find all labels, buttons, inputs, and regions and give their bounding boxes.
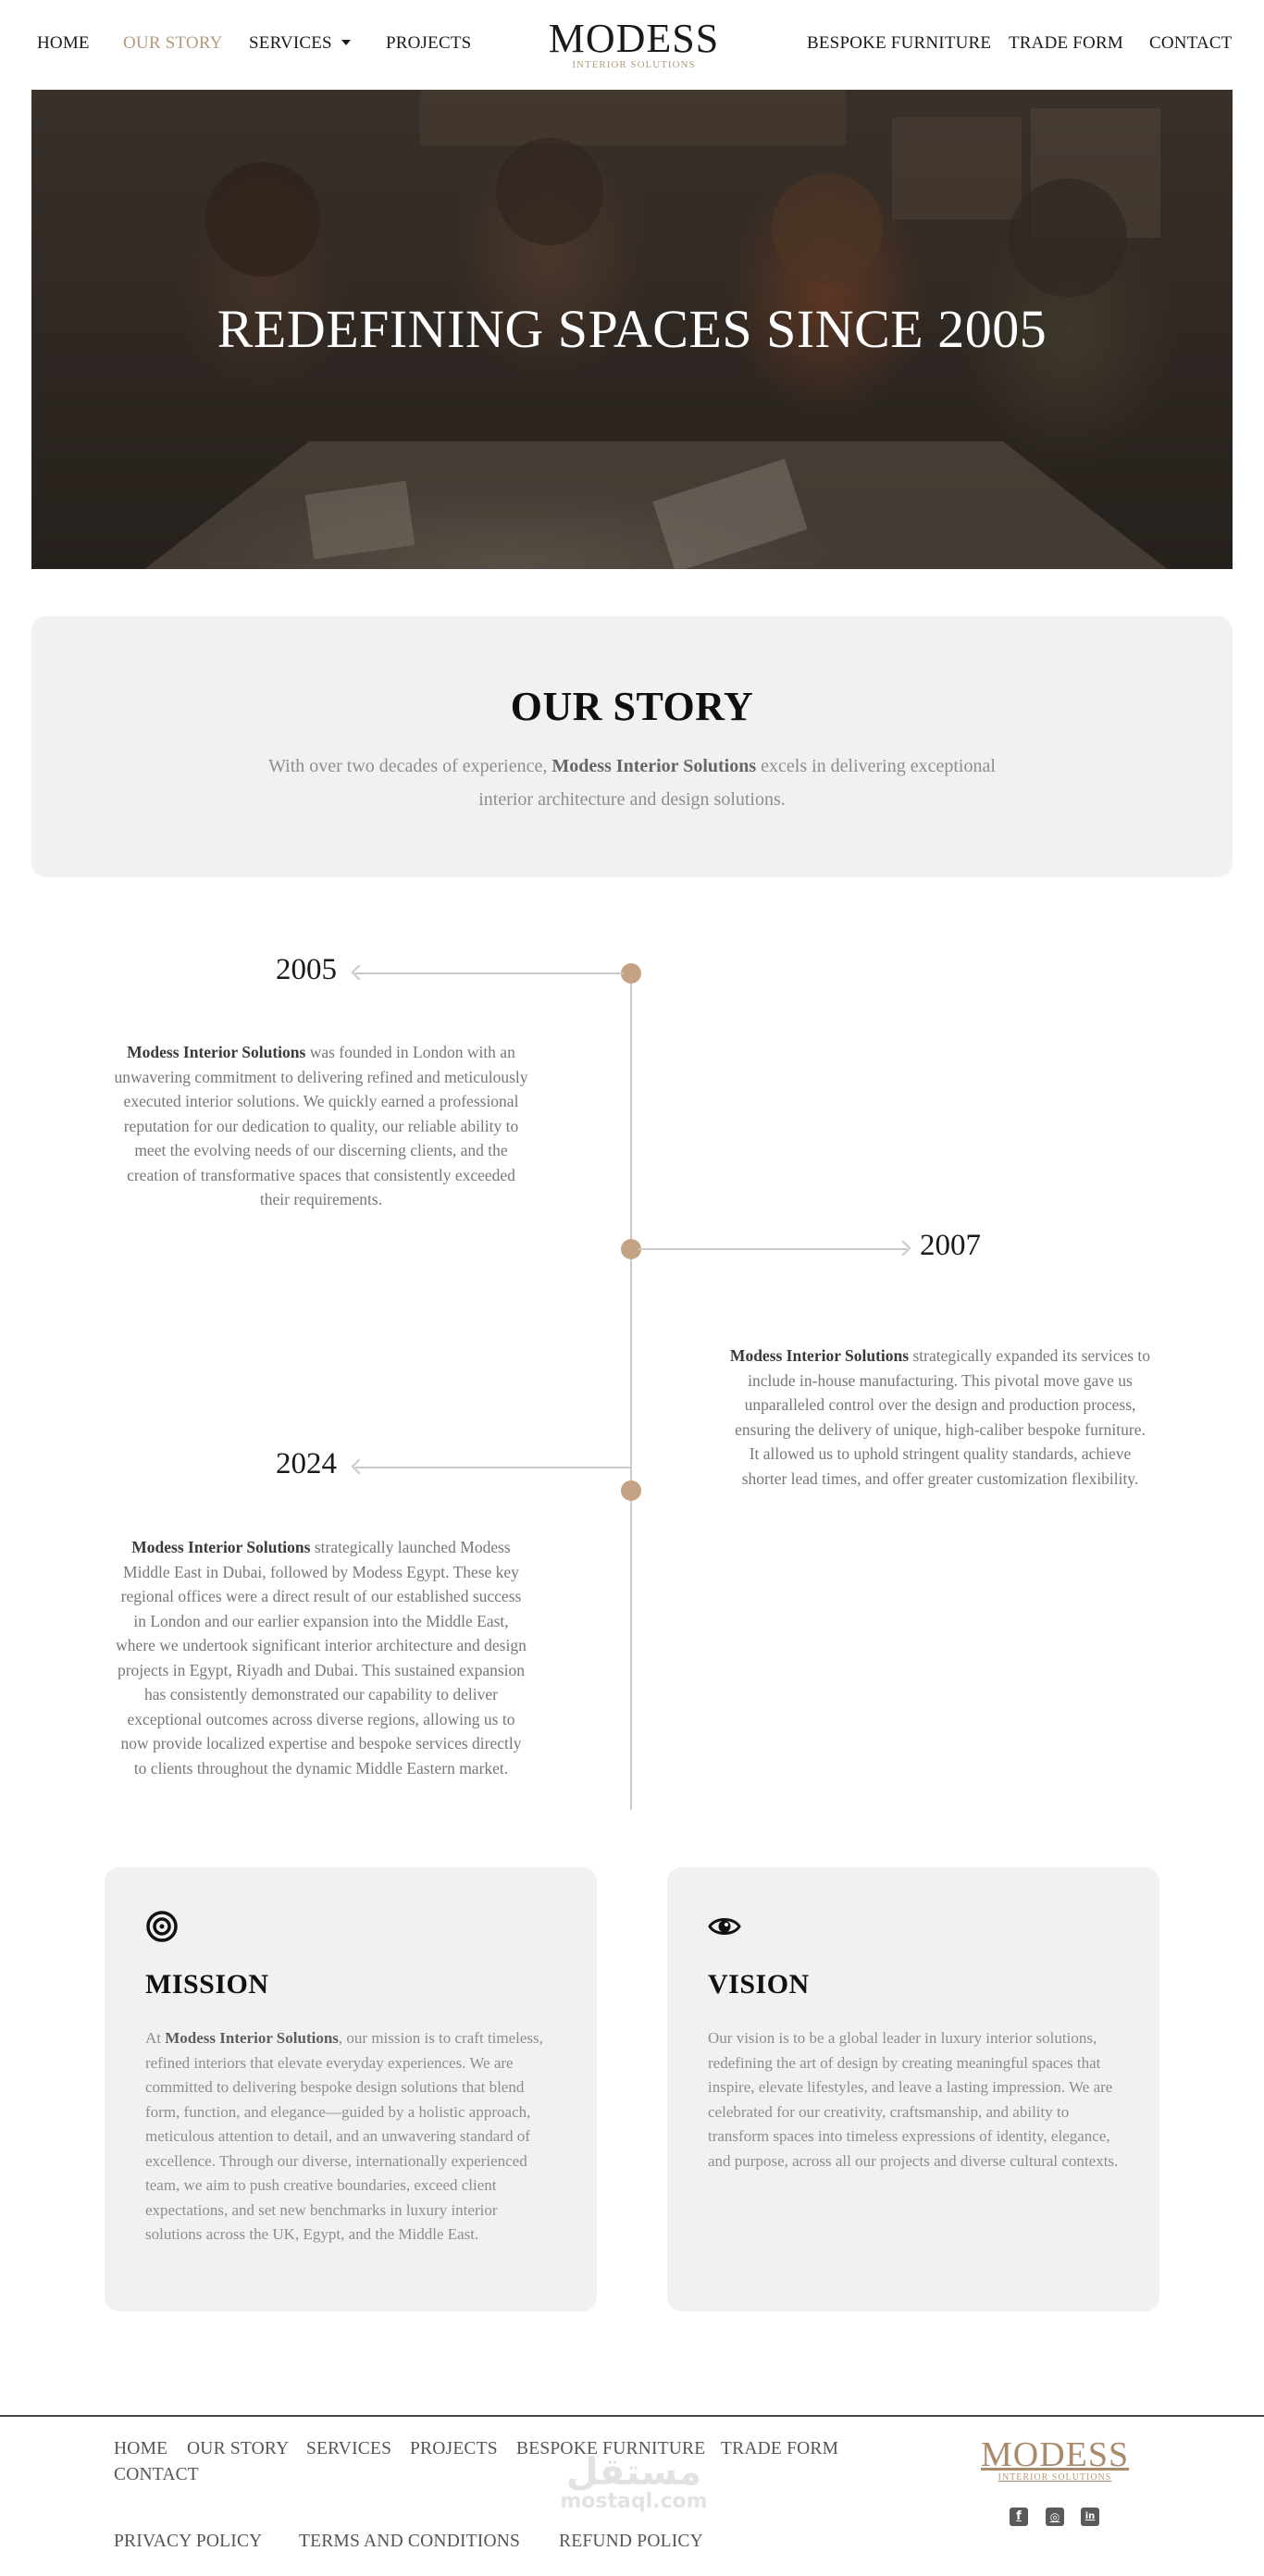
hero-banner: [31, 90, 1233, 569]
timeline-brand-2024: Modess Interior Solutions: [131, 1538, 311, 1556]
nav-our-story-link[interactable]: OUR STORY: [123, 33, 223, 53]
nav-services-menu[interactable]: [249, 33, 351, 54]
nav-home-link[interactable]: HOME: [37, 33, 90, 53]
hero-title: REDEFINING SPACES SINCE 2005: [217, 299, 1047, 359]
facebook-icon[interactable]: f: [1010, 2508, 1028, 2526]
our-story-heading: OUR STORY: [510, 684, 754, 729]
footer-privacy-policy-link[interactable]: PRIVACY POLICY: [114, 2532, 263, 2551]
nav-contact-link[interactable]: CONTACT: [1149, 33, 1233, 53]
watermark-latin: mostaql.com: [560, 2490, 708, 2513]
brand-logo[interactable]: [546, 16, 722, 70]
footer-link-contact[interactable]: CONTACT: [114, 2465, 199, 2484]
mission-text-body: , our mission is to craft timeless, refined interiors that elevate everyday experiences. We are committed to delivering bespoke design solutions that blend form, function, and elegance—guided by a holistic approach, meticulous attention to detail, and an unwavering standard of excellence. Through our diverse, internationally experienced team, we aim to push creative boundaries, exceed client expectations, and set new benchmarks in luxury interior solutions across the UK, Egypt, and the Middle East.: [145, 2029, 543, 2243]
intro-brand-name: Modess Interior Solutions: [551, 756, 757, 776]
timeline-arrow-2007: [638, 1248, 907, 1250]
timeline-text-2005: [113, 1040, 529, 1212]
nav-projects-link[interactable]: PROJECTS: [386, 33, 472, 53]
timeline-year-2005: 2005: [276, 953, 337, 986]
footer-logo-tagline: INTERIOR SOLUTIONS: [998, 2472, 1112, 2483]
mission-text-start: At: [145, 2029, 166, 2047]
timeline-arrow-2024: [355, 1467, 631, 1468]
timeline-arrow-2005: [355, 972, 624, 974]
mission-card: [105, 1867, 597, 2311]
footer-logo-wordmark: MODESS: [981, 2435, 1130, 2474]
timeline-axis: [630, 973, 632, 1810]
nav-trade-form-link[interactable]: TRADE FORM: [1009, 33, 1123, 53]
vision-card: [667, 1867, 1159, 2311]
intro-text-end: excels in delivering exceptional interior architecture and design solutions.: [478, 756, 996, 810]
timeline-body-2007: strategically expanded its services to include in-house manufacturing. This pivotal move gave us unparalleled control over the design and production process, ensuring the delivery of unique, high-caliber bespoke furniture. It allowed us to uphold stringent quality standards, achieve shorter lead times, and offer greater customization flexibility.: [735, 1346, 1151, 1488]
brand-logo-tagline: INTERIOR SOLUTIONS: [572, 59, 696, 70]
mission-brand-name: Modess Interior Solutions: [165, 2029, 339, 2047]
brand-logo-wordmark: MODESS: [548, 16, 720, 61]
timeline-text-2024: [113, 1535, 529, 1780]
timeline-dot-2024: [621, 1480, 641, 1501]
footer-divider: [0, 2415, 1264, 2417]
timeline-year-2007: 2007: [920, 1229, 981, 1262]
vision-heading: VISION: [708, 1969, 810, 2000]
vision-text: Our vision is to be a global leader in luxury interior solutions, redefining the art of design by creating meaningful spaces that inspire, elevate lifestyles, and leave a lasting impression. We are celebrated for our creativity, craftsmanship, and ability to transform spaces into timeless expressions of identity, elegance, and purpose, across all our projects and diverse cultural contexts.: [708, 2029, 1119, 2170]
mission-text: [145, 2026, 556, 2248]
our-story-intro: [244, 749, 1020, 816]
intro-text-start: With over two decades of experience,: [268, 756, 552, 776]
watermark: [555, 2451, 713, 2513]
footer-brand-logo[interactable]: [981, 2437, 1129, 2483]
our-story-card: [31, 616, 1233, 877]
target-icon: [145, 1910, 179, 1943]
timeline-body-2005: was founded in London with an unwavering commitment to delivering refined and meticulously executed interior solutions. We quickly earned a professional reputation for our dedication to quality, our reliable ability to meet the evolving needs of our discerning clients, and the creation of transformative spaces that consistently exceeded their requirements.: [114, 1043, 528, 1208]
timeline-dot-2005: [621, 963, 641, 984]
caret-down-icon: [341, 40, 351, 45]
timeline-brand-2005: Modess Interior Solutions: [127, 1043, 306, 1061]
footer-link-bespoke-furniture[interactable]: BESPOKE FURNITURE: [516, 2439, 706, 2458]
linkedin-icon[interactable]: in: [1081, 2508, 1099, 2526]
footer-refund-policy-link[interactable]: REFUND POLICY: [559, 2532, 703, 2551]
timeline-text-2007: [729, 1344, 1151, 1491]
nav-bespoke-furniture-link[interactable]: BESPOKE FURNITURE: [807, 33, 992, 53]
footer-link-projects[interactable]: PROJECTS: [410, 2439, 498, 2458]
timeline-body-2024: strategically launched Modess Middle East in Dubai, followed by Modess Egypt. These key regional offices were a direct result of our established success in London and our earlier expansion into the Middle East, where we undertook significant interior architecture and design projects in Egypt, Riyadh and Dubai. This sustained expansion has consistently demonstrated our capability to deliver exceptional outcomes across diverse regions, allowing us to now provide localized expertise and bespoke services directly to clients throughout the dynamic Middle Eastern market.: [116, 1538, 527, 1777]
watermark-arabic: مستقل: [565, 2451, 702, 2494]
footer-link-home[interactable]: HOME: [114, 2439, 168, 2458]
footer-link-trade-form[interactable]: TRADE FORM: [721, 2439, 839, 2458]
footer-terms-link[interactable]: TERMS AND CONDITIONS: [299, 2532, 521, 2551]
footer-link-our-story[interactable]: OUR STORY: [187, 2439, 290, 2458]
top-navigation: [0, 0, 1264, 89]
timeline-brand-2007: Modess Interior Solutions: [729, 1346, 910, 1365]
mission-heading: MISSION: [145, 1969, 269, 2000]
footer-link-services[interactable]: SERVICES: [306, 2439, 392, 2458]
timeline-year-2024: 2024: [276, 1447, 337, 1480]
eye-icon: [708, 1910, 741, 1943]
nav-services-label: SERVICES: [249, 33, 332, 53]
instagram-icon[interactable]: ◎: [1046, 2508, 1064, 2526]
